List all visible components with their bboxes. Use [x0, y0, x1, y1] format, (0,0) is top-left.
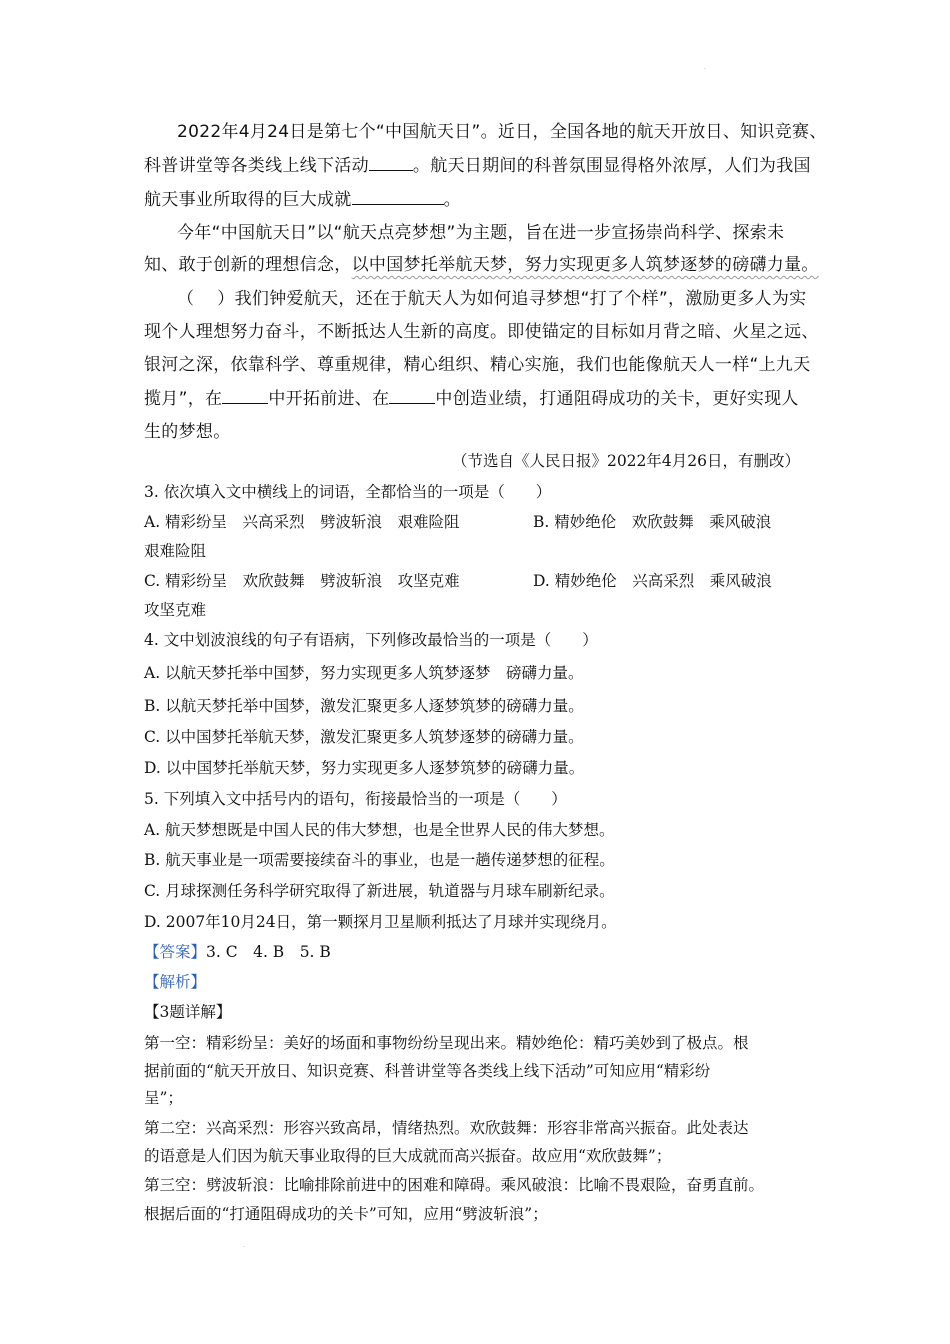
fill-blank-4 — [389, 387, 435, 404]
detail-line: 根据后面的“打通阻碍成功的关卡”可知，应用“劈波斩浪”； — [144, 1205, 548, 1223]
question-4-stem: 4. 文中划波浪线的句子有语病，下列修改最恰当的一项是（ ） — [144, 631, 598, 649]
question-3-option-b-cont: 艰难险阻 — [144, 542, 207, 560]
question-3-option-b: B. 精妙绝伦 欢欣鼓舞 乘风破浪 — [533, 513, 772, 531]
detail-line: 的语意是人们因为航天事业取得的巨大成就而高兴振奋。故应用“欢欣鼓舞”； — [144, 1147, 672, 1165]
passage-line: 揽月”，在 中开拓前进、在 中创造业绩，打通阻碍成功的关卡，更好实现人 — [144, 389, 799, 409]
scan-dot: · — [243, 1244, 245, 1251]
question-5-stem: 5. 下列填入文中括号内的语句，衔接最恰当的一项是（ ） — [144, 790, 567, 808]
detail-line: 第一空：精彩纷呈：美好的场面和事物纷纷呈现出来。精妙绝伦：精巧美妙到了极点。根 — [144, 1034, 749, 1052]
question-3-option-d-cont: 攻坚克难 — [144, 601, 207, 619]
question-5-option-a: A. 航天梦想既是中国人民的伟大梦想，也是全世界人民的伟大梦想。 — [144, 821, 615, 839]
answer-line — [144, 940, 331, 962]
passage-line: 2022年4月24日是第七个“中国航天日”。近日，全国各地的航天开放日、知识竞赛、 — [177, 122, 827, 142]
question-5-option-d: D. 2007年10月24日，第一颗探月卫星顺利抵达了月球并实现绕月。 — [144, 913, 617, 931]
question-4-option-a: A. 以航天梦托举中国梦，努力实现更多人筑梦逐梦 磅礴力量。 — [144, 664, 584, 682]
detail-line: 第二空：兴高采烈：形容兴致高昂，情绪热烈。欢欣鼓舞：形容非常高兴振奋。此处表达 — [144, 1119, 749, 1137]
answer-label: 【答案】 — [144, 943, 207, 961]
passage-source: （节选自《人民日报》2022年4月26日，有删改） — [451, 452, 800, 470]
question-4-option-d: D. 以中国梦托举航天梦，努力实现更多人逐梦筑梦的磅礴力量。 — [144, 759, 585, 777]
fill-blank-2 — [352, 188, 444, 205]
passage-line: 生的梦想。 — [144, 422, 231, 442]
scan-dot: · — [704, 66, 706, 73]
detail-title: 【3题详解】 — [144, 1003, 232, 1021]
passage-line: 航天事业所取得的巨大成就 。 — [144, 190, 461, 210]
question-5-option-b: B. 航天事业是一项需要接续奋斗的事业，也是一趟传递梦想的征程。 — [144, 851, 615, 869]
question-3-stem: 3. 依次填入文中横线上的词语，全都恰当的一项是（ ） — [144, 483, 552, 501]
passage-line: 现个人理想努力奋斗，不断抵达人生新的高度。即使锚定的目标如月背之暗、火星之远、 — [144, 322, 819, 342]
passage-line: 知、敢于创新的理想信念，以中国梦托举航天梦，努力实现更多人筑梦逐梦的磅礴力量。 — [144, 255, 819, 275]
question-3-option-a: A. 精彩纷呈 兴高采烈 劈波斩浪 艰难险阻 — [144, 513, 460, 531]
detail-line: 第三空：劈波斩浪：比喻排除前进中的困难和障碍。乘风破浪：比喻不畏艰险，奋勇直前。 — [144, 1176, 765, 1194]
question-5-option-c: C. 月球探测任务科学研究取得了新进展，轨道器与月球车刷新纪录。 — [144, 882, 615, 900]
question-4-option-b: B. 以航天梦托举中国梦，激发汇聚更多人逐梦筑梦的磅礴力量。 — [144, 697, 584, 715]
passage-line: 银河之深，依靠科学、尊重规律，精心组织、精心实施，我们也能像航天人一样“上九天 — [144, 355, 811, 375]
detail-line: 据前面的“航天开放日、知识竞赛、科普讲堂等各类线上线下活动”可知应用“精彩纷 — [144, 1062, 711, 1080]
question-3-option-d: D. 精妙绝伦 兴高采烈 乘风破浪 — [533, 572, 772, 590]
fill-blank-3 — [222, 387, 268, 404]
analysis-label: 【解析】 — [144, 973, 207, 991]
answer-text: 3. C 4. B 5. B — [206, 943, 331, 961]
detail-line: 呈”； — [144, 1089, 183, 1107]
passage-line: （ ）我们钟爱航天，还在于航天人为如何追寻梦想“打了个样”，激励更多人为实 — [177, 289, 807, 309]
wavy-underlined-sentence: 以中国梦托举航天梦，努力实现更多人筑梦逐梦的磅礴力量。 — [351, 255, 819, 275]
fill-blank-1 — [369, 154, 413, 171]
passage-line: 今年“中国航天日”以“航天点亮梦想”为主题，旨在进一步宣扬崇尚科学、探索未 — [177, 223, 785, 243]
question-4-option-c: C. 以中国梦托举航天梦，激发汇聚更多人筑梦逐梦的磅礴力量。 — [144, 728, 584, 746]
passage-line: 科普讲堂等各类线上线下活动 。航天日期间的科普氛围显得格外浓厚，人们为我国 — [144, 156, 811, 176]
question-3-option-c: C. 精彩纷呈 欢欣鼓舞 劈波斩浪 攻坚克难 — [144, 572, 460, 590]
